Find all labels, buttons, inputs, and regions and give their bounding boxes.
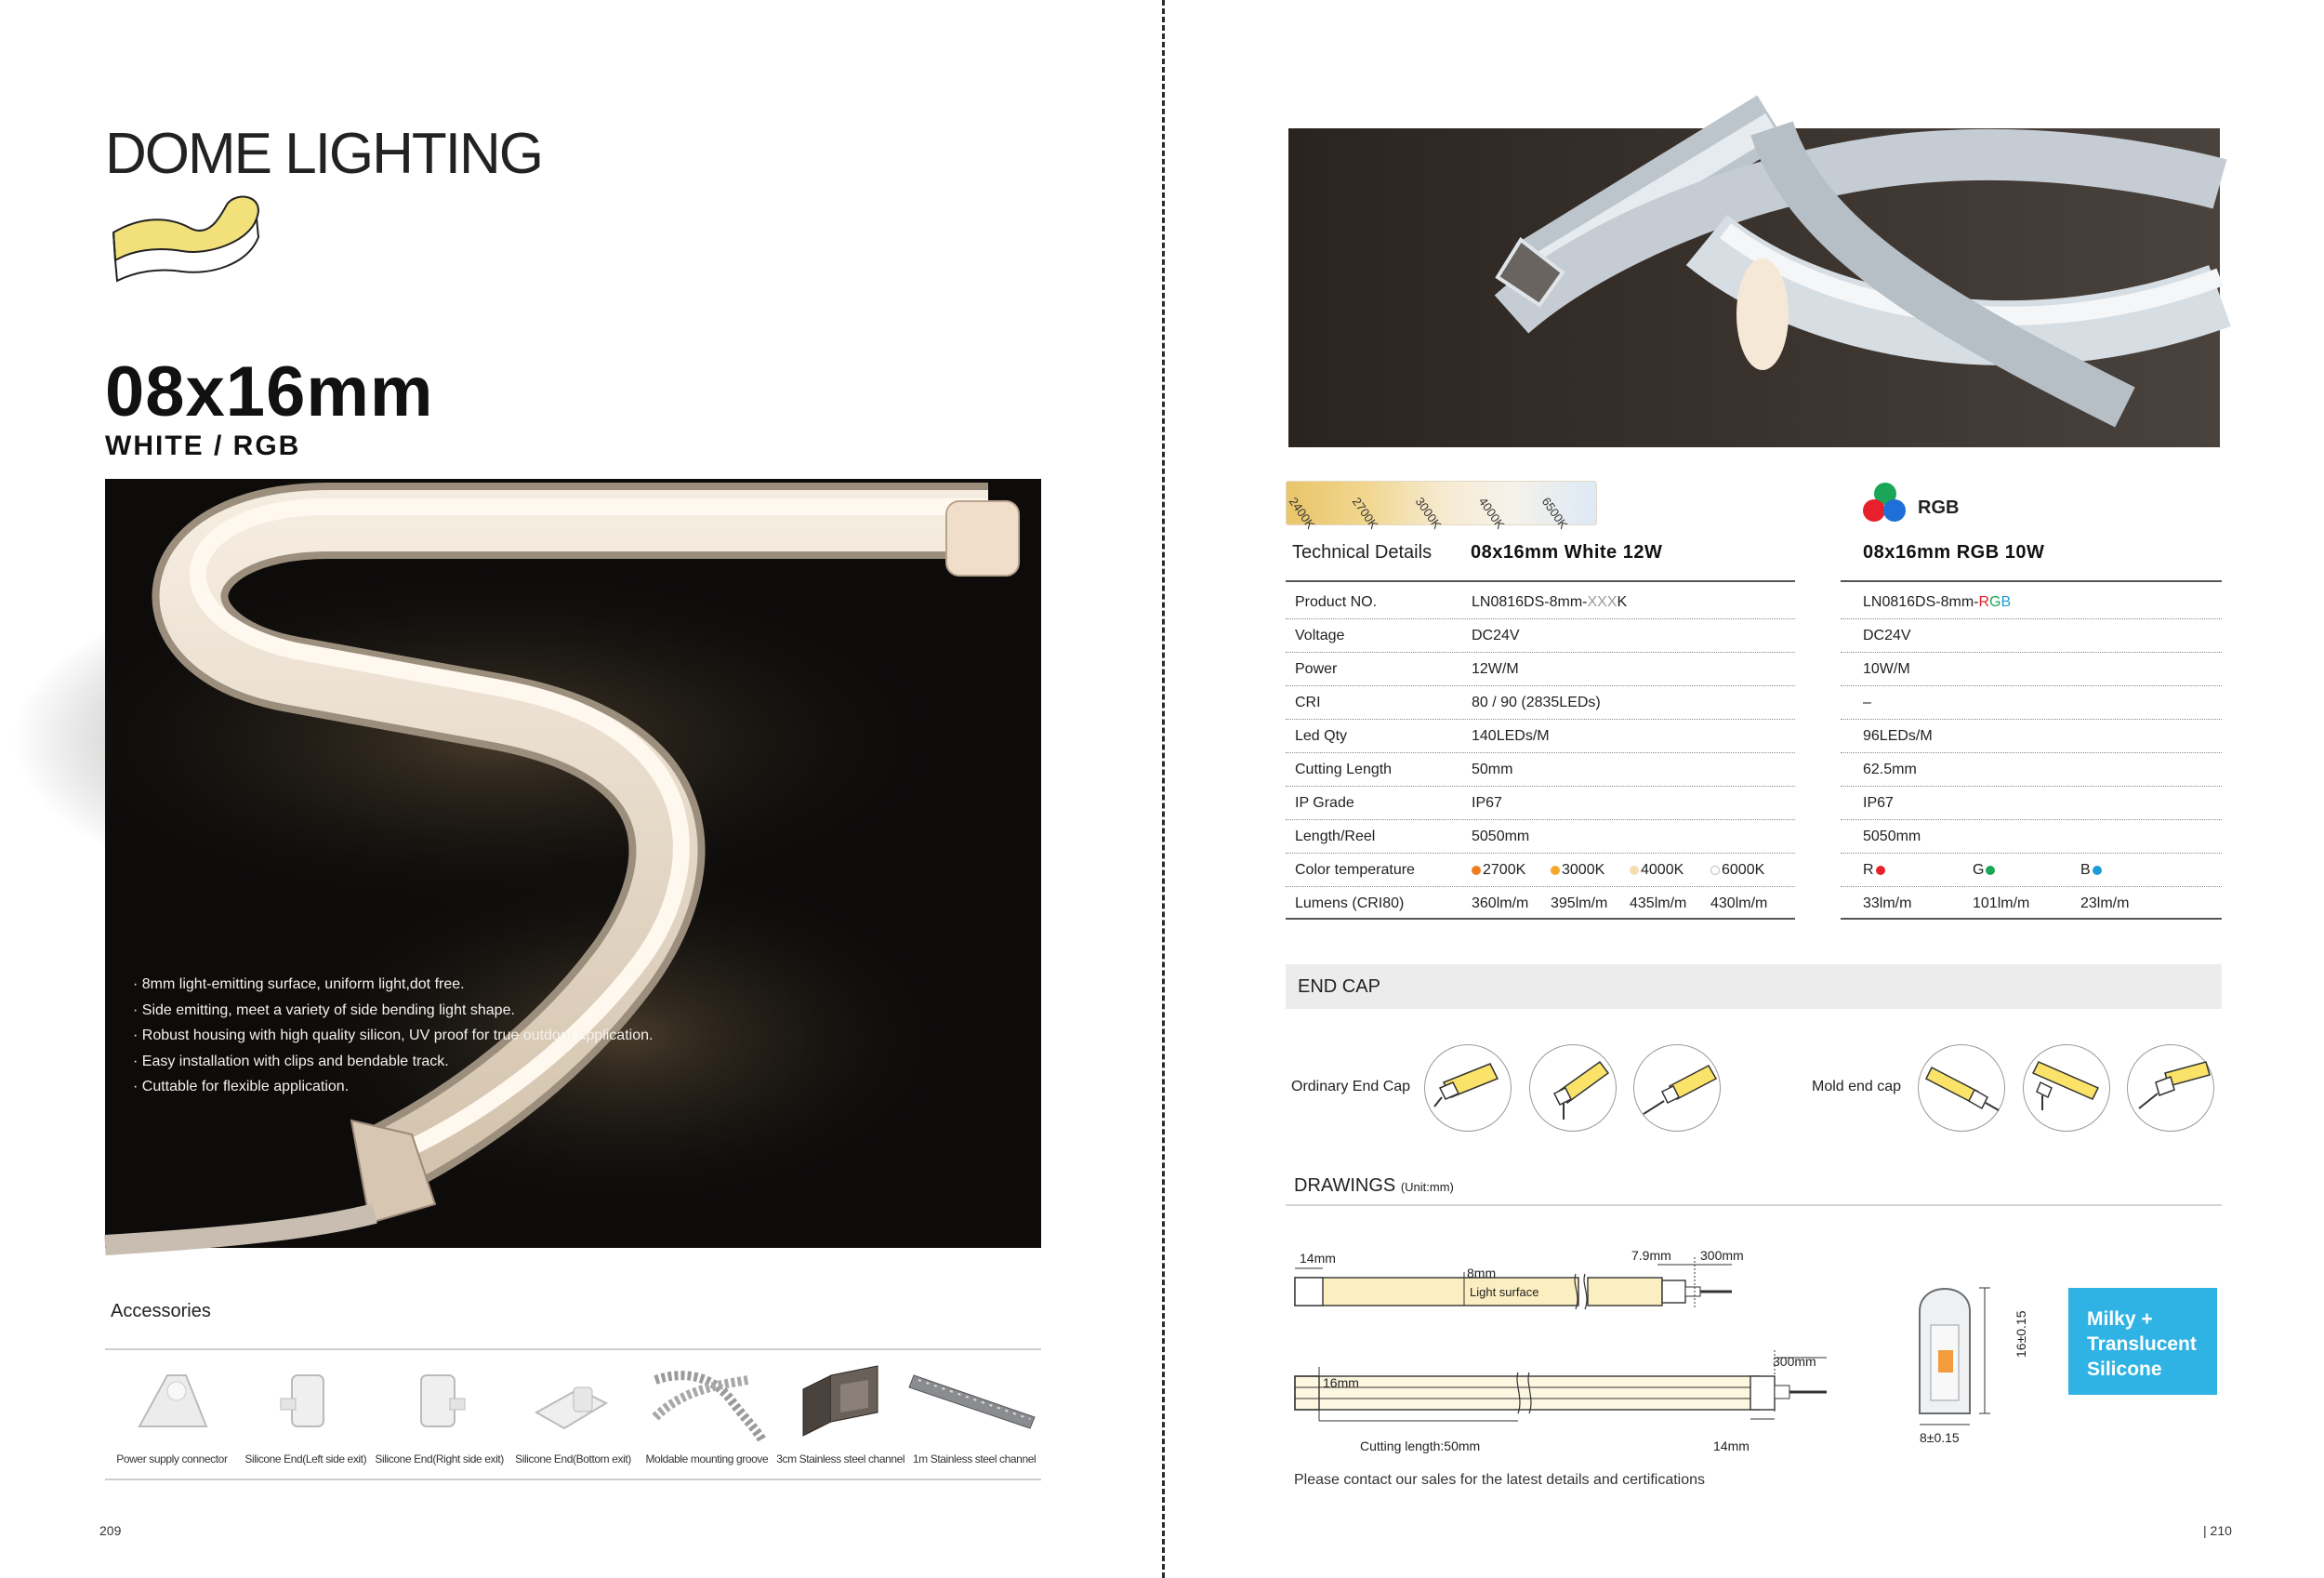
channel-icon bbox=[789, 1361, 891, 1445]
end-cap-diagram bbox=[2023, 1044, 2110, 1132]
rgb-name: G bbox=[1973, 862, 1985, 878]
row-label: CRI bbox=[1295, 695, 1321, 710]
rgb-option bbox=[1863, 862, 1887, 879]
page-number: | 210 bbox=[2203, 1523, 2232, 1538]
table-row bbox=[1286, 720, 1795, 753]
end-cap-header bbox=[1286, 964, 2222, 1009]
row-rgb-value: – bbox=[1863, 695, 1871, 710]
ct-name: 4000K bbox=[1641, 862, 1684, 878]
end-cap-diagram bbox=[1424, 1044, 1512, 1132]
green-dot-icon bbox=[1986, 866, 1995, 875]
dimension-drawing bbox=[1286, 1237, 1843, 1469]
ct-option bbox=[1630, 862, 1684, 879]
ordinary-cap-end-icon bbox=[1634, 1045, 1722, 1133]
accessory-label: Moldable mounting groove bbox=[645, 1452, 769, 1465]
lumens-value: 430lm/m bbox=[1710, 895, 1768, 911]
end-cap-title: END CAP bbox=[1298, 976, 1380, 997]
color-temperature-bar bbox=[1286, 481, 1597, 532]
feature-item: · Robust housing with high quality silicon, UV proof for true outdoor application. bbox=[133, 1023, 653, 1049]
table-header-white: 08x16mm White 12W bbox=[1471, 542, 1663, 563]
rgb-name: B bbox=[2080, 862, 2091, 878]
table-row bbox=[1841, 854, 2222, 887]
table-row bbox=[1841, 586, 2222, 619]
product-number-white bbox=[1472, 594, 1627, 611]
dim-label: 14mm bbox=[1300, 1251, 1336, 1266]
red-dot-icon bbox=[1876, 866, 1885, 875]
divider bbox=[105, 1348, 1041, 1350]
groove-icon bbox=[646, 1361, 767, 1450]
row-white-value: 80 / 90 (2835LEDs) bbox=[1472, 695, 1601, 710]
table-row bbox=[1841, 753, 2222, 787]
page-number: 209 bbox=[99, 1523, 122, 1538]
led-strip-photo bbox=[1288, 128, 2220, 447]
rgb-label: RGB bbox=[1918, 497, 1960, 518]
lumens-value: 33lm/m bbox=[1863, 895, 1912, 911]
dim-label: 8±0.15 bbox=[1920, 1430, 1960, 1445]
accessories-title: Accessories bbox=[111, 1301, 211, 1321]
accessory-item bbox=[507, 1359, 640, 1471]
row-white-value: 50mm bbox=[1472, 762, 1513, 777]
ct-label: 3000K bbox=[1412, 495, 1445, 532]
lumens-value: 23lm/m bbox=[2080, 895, 2130, 911]
dim-label: Light surface bbox=[1470, 1285, 1539, 1299]
accessories-row bbox=[105, 1359, 1041, 1471]
end-cap-diagram bbox=[1918, 1044, 2005, 1132]
table-rule bbox=[1286, 918, 1795, 920]
divider bbox=[105, 1479, 1041, 1480]
table-row bbox=[1286, 653, 1795, 686]
feature-item: · 8mm light-emitting surface, uniform light,dot free. bbox=[133, 972, 653, 998]
ct-dot-icon bbox=[1710, 866, 1720, 875]
table-row bbox=[1286, 686, 1795, 720]
row-white-value: IP67 bbox=[1472, 795, 1502, 811]
ct-option bbox=[1551, 862, 1604, 879]
table-rule bbox=[1841, 580, 2222, 582]
accessory-item bbox=[239, 1359, 373, 1471]
table-row bbox=[1841, 787, 2222, 820]
row-label: Color temperature bbox=[1295, 862, 1415, 878]
lumens-value: 395lm/m bbox=[1551, 895, 1608, 911]
ct-option bbox=[1472, 862, 1525, 879]
table-header-label: Technical Details bbox=[1292, 542, 1433, 563]
table-header-rgb: 08x16mm RGB 10W bbox=[1863, 542, 2045, 563]
rgb-option bbox=[1973, 862, 1997, 879]
row-white-value: 12W/M bbox=[1472, 661, 1519, 677]
accessory-label: 1m Stainless steel channel bbox=[912, 1452, 1037, 1465]
feature-item: · Easy installation with clips and bendable track. bbox=[133, 1049, 653, 1075]
rgb-circles-icon bbox=[1861, 481, 1909, 525]
feature-list bbox=[133, 972, 653, 1100]
hero-product-image bbox=[105, 479, 1041, 1248]
cross-section-drawing bbox=[1910, 1274, 2028, 1451]
row-rgb-value: IP67 bbox=[1863, 795, 1894, 811]
row-rgb-value: DC24V bbox=[1863, 628, 1911, 643]
row-rgb-value: 10W/M bbox=[1863, 661, 1910, 677]
lumens-value: 435lm/m bbox=[1630, 895, 1687, 911]
mold-cap-bottom-icon bbox=[2024, 1045, 2111, 1133]
accessory-label: Silicone End(Right side exit) bbox=[375, 1452, 504, 1465]
ct-label: 2700K bbox=[1349, 495, 1381, 532]
page-divider bbox=[1162, 0, 1165, 1578]
pn-b: B bbox=[2000, 594, 2012, 610]
table-row bbox=[1286, 787, 1795, 820]
end-cap-diagram bbox=[2127, 1044, 2214, 1132]
product-photo bbox=[1288, 128, 2220, 447]
feature-item: · Cuttable for flexible application. bbox=[133, 1074, 653, 1100]
footer-note: Please contact our sales for the latest details and certifications bbox=[1294, 1472, 1706, 1488]
drawings-title bbox=[1294, 1175, 1454, 1197]
pn-r: R bbox=[1978, 594, 1990, 610]
table-row bbox=[1286, 586, 1795, 619]
ct-dot-icon bbox=[1472, 866, 1481, 875]
table-row bbox=[1841, 653, 2222, 686]
row-white-value: 140LEDs/M bbox=[1472, 728, 1550, 744]
ct-name: 2700K bbox=[1483, 862, 1526, 878]
blue-dot-icon bbox=[2093, 866, 2102, 875]
model-title: 08x16mm bbox=[105, 352, 434, 431]
mold-end-cap-label: Mold end cap bbox=[1812, 1079, 1902, 1094]
pn-placeholder: XXX bbox=[1587, 594, 1618, 610]
table-row bbox=[1286, 820, 1795, 854]
row-white-value: 5050mm bbox=[1472, 829, 1530, 844]
pn-g: G bbox=[1989, 594, 2001, 610]
ct-name: 6000K bbox=[1722, 862, 1765, 878]
ordinary-cap-bottom-icon bbox=[1530, 1045, 1618, 1133]
accessory-item bbox=[105, 1359, 239, 1471]
material-line: Silicone bbox=[2087, 1359, 2162, 1380]
row-rgb-value: 5050mm bbox=[1863, 829, 1921, 844]
drawings-title-text: DRAWINGS bbox=[1294, 1175, 1396, 1196]
row-label: IP Grade bbox=[1295, 795, 1354, 811]
lumens-value: 101lm/m bbox=[1973, 895, 2030, 911]
ct-dot-icon bbox=[1551, 866, 1560, 875]
end-bottom-icon bbox=[522, 1361, 625, 1445]
material-badge bbox=[2068, 1288, 2217, 1395]
end-right-icon bbox=[389, 1361, 491, 1445]
dim-label: 300mm bbox=[1773, 1354, 1816, 1369]
end-left-icon bbox=[255, 1361, 357, 1445]
ct-label: 2400K bbox=[1286, 495, 1318, 532]
ordinary-end-cap-label: Ordinary End Cap bbox=[1291, 1079, 1411, 1094]
dim-label: 7.9mm bbox=[1631, 1248, 1671, 1263]
accessory-item bbox=[907, 1359, 1041, 1471]
table-row bbox=[1286, 619, 1795, 653]
table-row bbox=[1286, 887, 1795, 921]
accessory-item bbox=[373, 1359, 507, 1471]
connector-icon bbox=[121, 1361, 223, 1445]
drawings-unit: (Unit:mm) bbox=[1400, 1180, 1454, 1194]
divider bbox=[1286, 1204, 2222, 1206]
table-row bbox=[1286, 753, 1795, 787]
row-rgb-value: 96LEDs/M bbox=[1863, 728, 1933, 744]
dome-strip-logo-icon bbox=[108, 186, 266, 290]
mold-cap-end-icon bbox=[2128, 1045, 2215, 1133]
product-number-rgb bbox=[1863, 594, 2011, 611]
rgb-option bbox=[2080, 862, 2104, 879]
accessory-label: Silicone End(Bottom exit) bbox=[515, 1452, 631, 1465]
row-label: Voltage bbox=[1295, 628, 1345, 643]
row-label: Power bbox=[1295, 661, 1338, 677]
accessory-label: Power supply connector bbox=[116, 1452, 228, 1465]
pn-prefix: LN0816DS-8mm- bbox=[1863, 594, 1979, 610]
table-row bbox=[1286, 854, 1795, 887]
model-subtitle: WHITE / RGB bbox=[105, 431, 301, 461]
dim-label: Cutting length:50mm bbox=[1360, 1439, 1481, 1453]
table-row bbox=[1841, 820, 2222, 854]
table-row bbox=[1841, 686, 2222, 720]
table-row bbox=[1841, 720, 2222, 753]
ct-name: 3000K bbox=[1562, 862, 1605, 878]
ct-label: 4000K bbox=[1475, 495, 1508, 532]
dim-label: 8mm bbox=[1467, 1266, 1497, 1280]
pn-tail: K bbox=[1617, 594, 1628, 610]
dim-label: 16mm bbox=[1323, 1375, 1359, 1390]
table-rule bbox=[1841, 918, 2222, 920]
pn-prefix: LN0816DS-8mm- bbox=[1472, 594, 1588, 610]
material-line: Translucent bbox=[2087, 1333, 2197, 1355]
dim-label: 300mm bbox=[1700, 1248, 1744, 1263]
row-label: Lumens (CRI80) bbox=[1295, 895, 1405, 911]
row-label: Cutting Length bbox=[1295, 762, 1393, 777]
table-rule bbox=[1286, 580, 1795, 582]
end-cap-diagram bbox=[1529, 1044, 1617, 1132]
lumens-value: 360lm/m bbox=[1472, 895, 1529, 911]
material-line: Milky + bbox=[2087, 1308, 2153, 1330]
dim-label: 14mm bbox=[1713, 1439, 1750, 1453]
mold-cap-left-icon bbox=[1919, 1045, 2006, 1133]
row-label: Led Qty bbox=[1295, 728, 1348, 744]
ct-dot-icon bbox=[1630, 866, 1639, 875]
led-strip-illustration bbox=[105, 479, 1041, 1248]
long-channel-icon bbox=[909, 1361, 1039, 1445]
table-row bbox=[1841, 619, 2222, 653]
row-white-value: DC24V bbox=[1472, 628, 1520, 643]
end-cap-diagram bbox=[1633, 1044, 1721, 1132]
brand-title: DOME LIGHTING bbox=[105, 122, 543, 186]
rgb-name: R bbox=[1863, 862, 1874, 878]
row-rgb-value: 62.5mm bbox=[1863, 762, 1917, 777]
ordinary-cap-left-icon bbox=[1425, 1045, 1512, 1133]
row-label: Length/Reel bbox=[1295, 829, 1376, 844]
dim-label: 16±0.15 bbox=[2014, 1310, 2028, 1358]
ct-label: 6500K bbox=[1538, 495, 1571, 532]
accessory-item bbox=[640, 1359, 773, 1471]
ct-option bbox=[1710, 862, 1764, 879]
accessory-label: 3cm Stainless steel channel bbox=[776, 1452, 905, 1465]
accessory-label: Silicone End(Left side exit) bbox=[244, 1452, 367, 1465]
feature-item: · Side emitting, meet a variety of side bending light shape. bbox=[133, 998, 653, 1024]
accessory-item bbox=[773, 1359, 907, 1471]
table-row bbox=[1841, 887, 2222, 921]
row-label: Product NO. bbox=[1295, 594, 1378, 610]
